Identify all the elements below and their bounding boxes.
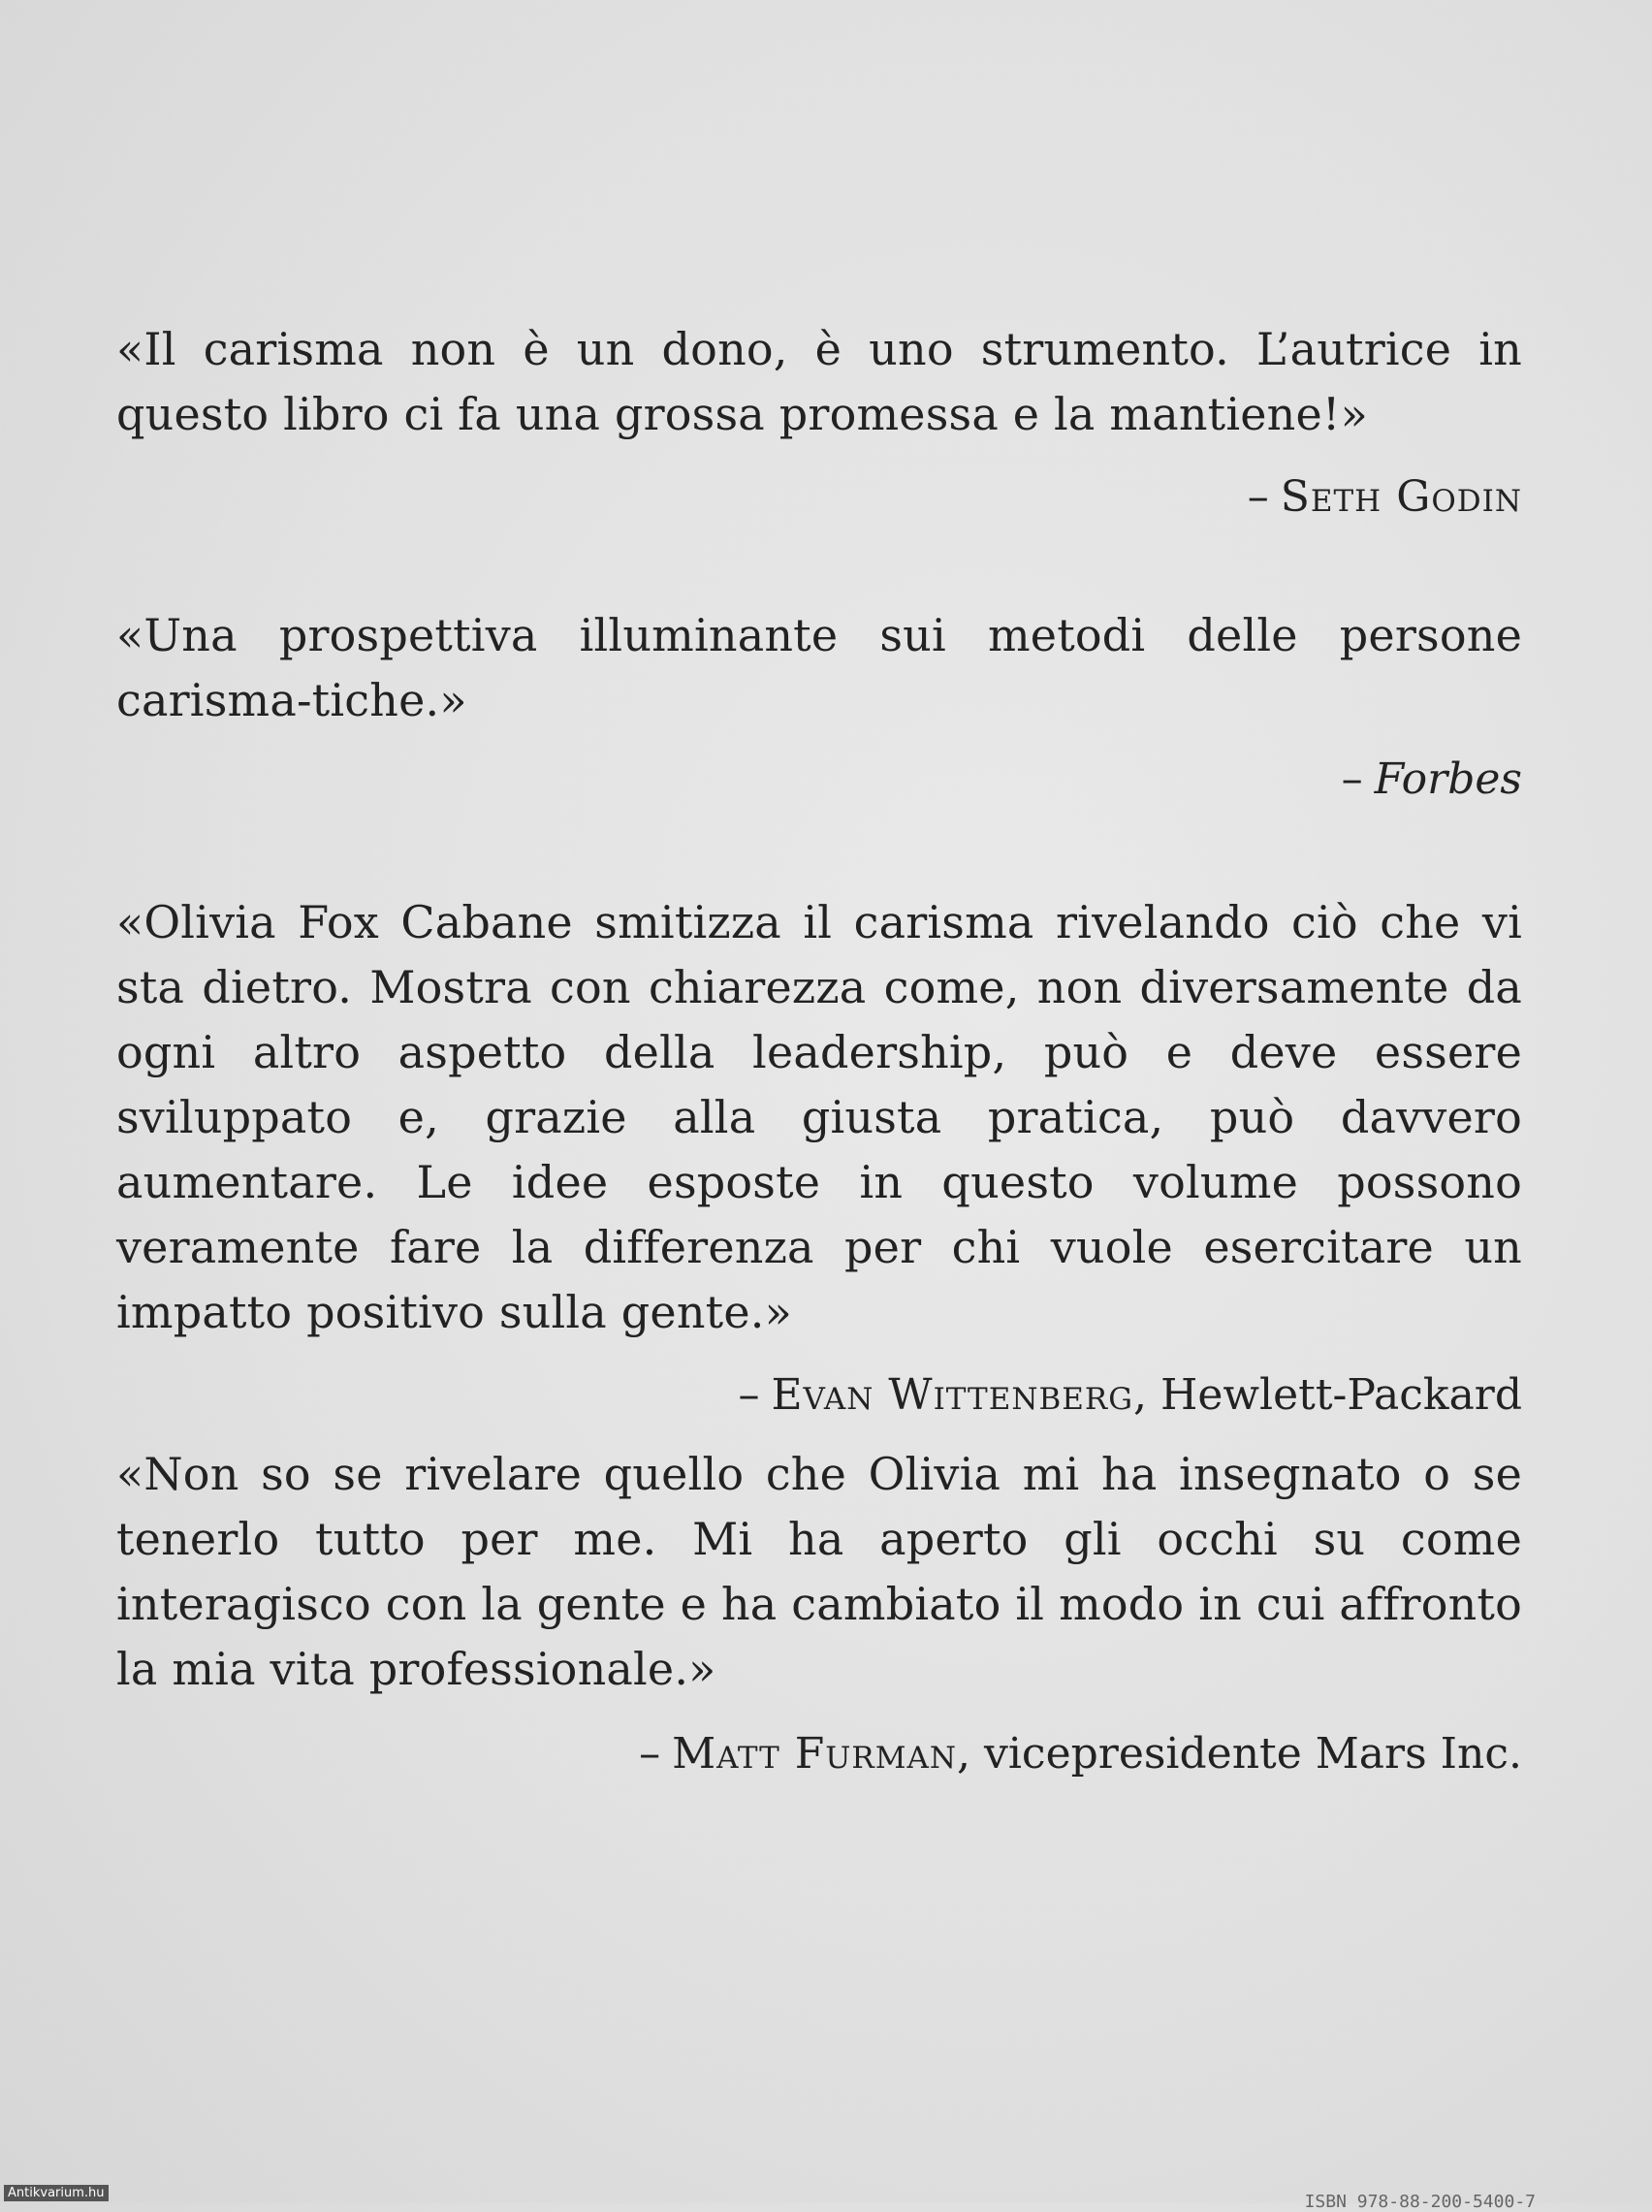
attribution-author: Seth Godin — [1280, 472, 1522, 522]
quote-seth-godin — [116, 317, 1522, 522]
isbn-barcode-text: ISBN 978-88-200-5400-7 — [1304, 2192, 1536, 2212]
quote-attribution — [116, 1729, 1522, 1779]
quote-evan-wittenberg — [116, 890, 1522, 1420]
quote-attribution — [116, 1370, 1522, 1420]
attribution-author: Matt Furman — [672, 1729, 958, 1779]
quote-attribution — [116, 472, 1522, 522]
attribution-dash: – — [639, 1729, 661, 1779]
attribution-affiliation: , vicepresidente Mars Inc. — [957, 1729, 1522, 1779]
attribution-dash: – — [738, 1370, 760, 1420]
quote-matt-furman — [116, 1442, 1522, 1779]
quote-text: «Non so se rivelare quello che Olivia mi ha insegnato o se tenerlo tutto per me. Mi ha aperto gli occhi su come interagisco con la gente e ha cambiato il modo in cui affronto la mia vita professionale.» — [116, 1448, 1522, 1695]
watermark: Antikvarium.hu — [4, 2185, 109, 2201]
attribution-affiliation: , Hewlett-Packard — [1133, 1370, 1522, 1420]
attribution-dash: – — [1341, 754, 1363, 804]
attribution-author: Evan Wittenberg — [771, 1370, 1134, 1420]
quote-text: «Il carisma non è un dono, è uno strumento. L’autrice in questo libro ci fa una grossa promessa e la mantiene!» — [116, 323, 1522, 440]
quote-text: «Olivia Fox Cabane smitizza il carisma rivelando ciò che vi sta dietro. Mostra con chiarezza come, non diversamente da ogni altro aspetto della leadership, può e deve essere sviluppato e, grazie alla giusta pratica, può davvero aumentare. Le idee esposte in questo volume possono veramente fare la differenza per chi vuole esercitare un impatto positivo sulla gente.» — [116, 896, 1522, 1338]
quote-text: «Una prospettiva illuminante sui metodi delle persone carisma-tiche.» — [116, 609, 1522, 726]
attribution-author: Forbes — [1374, 754, 1522, 804]
quote-forbes — [116, 603, 1522, 804]
quote-attribution — [116, 754, 1522, 804]
attribution-dash: – — [1247, 472, 1269, 522]
